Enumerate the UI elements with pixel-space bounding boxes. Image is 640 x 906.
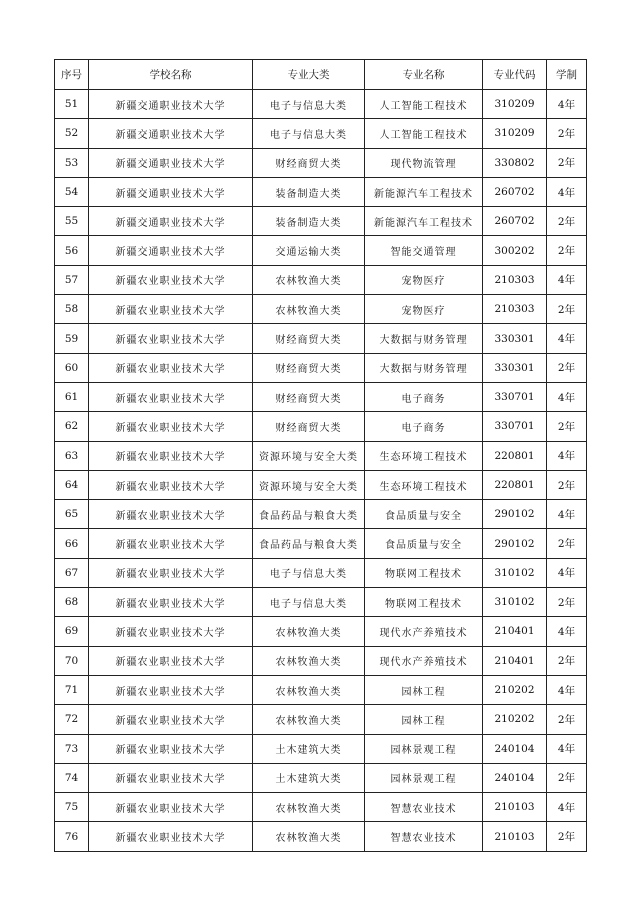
cell-major-code: 220801	[483, 441, 547, 470]
table-row	[55, 324, 587, 353]
table-row	[55, 236, 587, 265]
cell-major-name: 新能源汽车工程技术	[365, 177, 483, 206]
cell-major-name: 新能源汽车工程技术	[365, 207, 483, 236]
header-index: 序号	[55, 60, 89, 90]
table-row	[55, 822, 587, 851]
cell-major-code: 260702	[483, 207, 547, 236]
table-row	[55, 177, 587, 206]
cell-major-category: 土木建筑大类	[253, 734, 365, 763]
cell-duration: 4年	[547, 734, 587, 763]
cell-major-code: 330301	[483, 353, 547, 382]
cell-duration: 2年	[547, 353, 587, 382]
cell-school-name: 新疆农业职业技术大学	[89, 500, 253, 529]
cell-school-name: 新疆农业职业技术大学	[89, 734, 253, 763]
cell-duration: 2年	[547, 236, 587, 265]
cell-duration: 4年	[547, 177, 587, 206]
cell-index: 60	[55, 353, 89, 382]
cell-major-name: 现代物流管理	[365, 148, 483, 177]
cell-school-name: 新疆农业职业技术大学	[89, 353, 253, 382]
cell-major-category: 装备制造大类	[253, 177, 365, 206]
cell-index: 69	[55, 617, 89, 646]
cell-major-code: 290102	[483, 500, 547, 529]
cell-duration: 2年	[547, 148, 587, 177]
cell-major-name: 园林景观工程	[365, 763, 483, 792]
cell-school-name: 新疆农业职业技术大学	[89, 382, 253, 411]
cell-major-code: 210303	[483, 265, 547, 294]
cell-major-code: 310102	[483, 558, 547, 587]
cell-index: 74	[55, 763, 89, 792]
cell-duration: 4年	[547, 617, 587, 646]
cell-index: 57	[55, 265, 89, 294]
cell-major-code: 210401	[483, 617, 547, 646]
cell-major-category: 财经商贸大类	[253, 324, 365, 353]
header-major-code: 专业代码	[483, 60, 547, 90]
cell-major-name: 现代水产养殖技术	[365, 617, 483, 646]
cell-school-name: 新疆农业职业技术大学	[89, 822, 253, 851]
cell-major-category: 农林牧渔大类	[253, 822, 365, 851]
cell-major-name: 食品质量与安全	[365, 500, 483, 529]
cell-school-name: 新疆农业职业技术大学	[89, 617, 253, 646]
cell-duration: 4年	[547, 500, 587, 529]
table-row	[55, 207, 587, 236]
cell-major-code: 330301	[483, 324, 547, 353]
cell-major-name: 大数据与财务管理	[365, 324, 483, 353]
table-row	[55, 265, 587, 294]
table-row	[55, 148, 587, 177]
table-header	[55, 60, 587, 90]
table-row	[55, 763, 587, 792]
cell-duration: 2年	[547, 470, 587, 499]
cell-major-category: 食品药品与粮食大类	[253, 500, 365, 529]
cell-major-name: 园林工程	[365, 705, 483, 734]
cell-index: 62	[55, 412, 89, 441]
cell-major-category: 农林牧渔大类	[253, 265, 365, 294]
cell-major-code: 210202	[483, 675, 547, 704]
cell-major-category: 农林牧渔大类	[253, 617, 365, 646]
table-row	[55, 705, 587, 734]
cell-duration: 2年	[547, 412, 587, 441]
header-school-name: 学校名称	[89, 60, 253, 90]
cell-major-code: 300202	[483, 236, 547, 265]
cell-index: 68	[55, 588, 89, 617]
cell-major-category: 财经商贸大类	[253, 148, 365, 177]
cell-major-name: 人工智能工程技术	[365, 119, 483, 148]
cell-index: 71	[55, 675, 89, 704]
cell-school-name: 新疆农业职业技术大学	[89, 441, 253, 470]
enrollment-table	[54, 59, 587, 852]
cell-major-code: 330802	[483, 148, 547, 177]
cell-duration: 2年	[547, 705, 587, 734]
table-row	[55, 470, 587, 499]
cell-duration: 2年	[547, 295, 587, 324]
table-body	[55, 90, 587, 852]
cell-duration: 4年	[547, 441, 587, 470]
cell-index: 55	[55, 207, 89, 236]
cell-index: 75	[55, 793, 89, 822]
cell-major-name: 生态环境工程技术	[365, 441, 483, 470]
cell-index: 56	[55, 236, 89, 265]
cell-major-category: 电子与信息大类	[253, 119, 365, 148]
table-row	[55, 675, 587, 704]
table-row	[55, 558, 587, 587]
cell-major-name: 物联网工程技术	[365, 588, 483, 617]
cell-major-name: 智能交通管理	[365, 236, 483, 265]
cell-duration: 2年	[547, 646, 587, 675]
table-row	[55, 617, 587, 646]
cell-major-code: 330701	[483, 382, 547, 411]
header-row	[55, 60, 587, 90]
cell-major-name: 物联网工程技术	[365, 558, 483, 587]
cell-major-name: 食品质量与安全	[365, 529, 483, 558]
cell-major-code: 310102	[483, 588, 547, 617]
table-row	[55, 382, 587, 411]
cell-duration: 2年	[547, 822, 587, 851]
cell-major-code: 260702	[483, 177, 547, 206]
cell-major-category: 农林牧渔大类	[253, 793, 365, 822]
cell-duration: 2年	[547, 207, 587, 236]
cell-major-name: 电子商务	[365, 412, 483, 441]
table-row	[55, 793, 587, 822]
cell-school-name: 新疆交通职业技术大学	[89, 119, 253, 148]
cell-major-code: 220801	[483, 470, 547, 499]
cell-school-name: 新疆农业职业技术大学	[89, 558, 253, 587]
cell-index: 67	[55, 558, 89, 587]
cell-major-code: 330701	[483, 412, 547, 441]
table-row	[55, 734, 587, 763]
cell-duration: 4年	[547, 382, 587, 411]
cell-major-category: 电子与信息大类	[253, 588, 365, 617]
cell-duration: 4年	[547, 558, 587, 587]
cell-major-category: 财经商贸大类	[253, 353, 365, 382]
table-row	[55, 588, 587, 617]
cell-major-name: 大数据与财务管理	[365, 353, 483, 382]
cell-duration: 2年	[547, 119, 587, 148]
cell-school-name: 新疆交通职业技术大学	[89, 90, 253, 119]
cell-major-name: 人工智能工程技术	[365, 90, 483, 119]
cell-major-name: 智慧农业技术	[365, 822, 483, 851]
cell-index: 53	[55, 148, 89, 177]
cell-major-category: 财经商贸大类	[253, 382, 365, 411]
cell-major-code: 210303	[483, 295, 547, 324]
cell-index: 54	[55, 177, 89, 206]
cell-school-name: 新疆农业职业技术大学	[89, 763, 253, 792]
cell-major-code: 240104	[483, 763, 547, 792]
table-row	[55, 441, 587, 470]
cell-school-name: 新疆农业职业技术大学	[89, 646, 253, 675]
cell-major-code: 310209	[483, 90, 547, 119]
cell-school-name: 新疆农业职业技术大学	[89, 529, 253, 558]
cell-major-name: 现代水产养殖技术	[365, 646, 483, 675]
cell-major-category: 财经商贸大类	[253, 412, 365, 441]
cell-index: 65	[55, 500, 89, 529]
cell-major-category: 农林牧渔大类	[253, 646, 365, 675]
cell-major-name: 智慧农业技术	[365, 793, 483, 822]
cell-major-code: 210103	[483, 822, 547, 851]
cell-index: 70	[55, 646, 89, 675]
table-row	[55, 353, 587, 382]
cell-school-name: 新疆交通职业技术大学	[89, 148, 253, 177]
cell-major-category: 装备制造大类	[253, 207, 365, 236]
table-row	[55, 529, 587, 558]
header-major-name: 专业名称	[365, 60, 483, 90]
cell-school-name: 新疆农业职业技术大学	[89, 705, 253, 734]
cell-major-category: 电子与信息大类	[253, 558, 365, 587]
cell-duration: 2年	[547, 529, 587, 558]
cell-school-name: 新疆农业职业技术大学	[89, 470, 253, 499]
cell-index: 76	[55, 822, 89, 851]
cell-index: 51	[55, 90, 89, 119]
cell-index: 59	[55, 324, 89, 353]
table-row	[55, 90, 587, 119]
cell-index: 58	[55, 295, 89, 324]
cell-index: 66	[55, 529, 89, 558]
cell-major-name: 宠物医疗	[365, 265, 483, 294]
cell-major-name: 宠物医疗	[365, 295, 483, 324]
cell-index: 64	[55, 470, 89, 499]
cell-index: 61	[55, 382, 89, 411]
cell-duration: 4年	[547, 675, 587, 704]
cell-school-name: 新疆农业职业技术大学	[89, 265, 253, 294]
table-row	[55, 412, 587, 441]
cell-major-category: 土木建筑大类	[253, 763, 365, 792]
cell-school-name: 新疆农业职业技术大学	[89, 588, 253, 617]
cell-duration: 2年	[547, 763, 587, 792]
cell-major-code: 310209	[483, 119, 547, 148]
cell-school-name: 新疆交通职业技术大学	[89, 236, 253, 265]
cell-major-code: 210401	[483, 646, 547, 675]
cell-index: 52	[55, 119, 89, 148]
table-row	[55, 646, 587, 675]
cell-school-name: 新疆农业职业技术大学	[89, 324, 253, 353]
cell-duration: 4年	[547, 324, 587, 353]
header-major-category: 专业大类	[253, 60, 365, 90]
cell-school-name: 新疆农业职业技术大学	[89, 675, 253, 704]
cell-major-category: 农林牧渔大类	[253, 705, 365, 734]
cell-major-code: 210103	[483, 793, 547, 822]
cell-major-category: 资源环境与安全大类	[253, 470, 365, 499]
cell-index: 63	[55, 441, 89, 470]
cell-major-category: 农林牧渔大类	[253, 295, 365, 324]
cell-school-name: 新疆农业职业技术大学	[89, 793, 253, 822]
cell-major-category: 农林牧渔大类	[253, 675, 365, 704]
header-duration: 学制	[547, 60, 587, 90]
cell-school-name: 新疆农业职业技术大学	[89, 412, 253, 441]
cell-major-name: 园林景观工程	[365, 734, 483, 763]
cell-major-code: 210202	[483, 705, 547, 734]
cell-duration: 4年	[547, 793, 587, 822]
cell-major-name: 园林工程	[365, 675, 483, 704]
cell-duration: 4年	[547, 90, 587, 119]
cell-index: 72	[55, 705, 89, 734]
cell-school-name: 新疆交通职业技术大学	[89, 177, 253, 206]
cell-major-category: 资源环境与安全大类	[253, 441, 365, 470]
cell-school-name: 新疆农业职业技术大学	[89, 295, 253, 324]
cell-major-code: 240104	[483, 734, 547, 763]
cell-duration: 4年	[547, 265, 587, 294]
cell-duration: 2年	[547, 588, 587, 617]
cell-major-category: 交通运输大类	[253, 236, 365, 265]
cell-major-category: 电子与信息大类	[253, 90, 365, 119]
table-row	[55, 119, 587, 148]
cell-major-code: 290102	[483, 529, 547, 558]
cell-major-category: 食品药品与粮食大类	[253, 529, 365, 558]
table-row	[55, 500, 587, 529]
cell-school-name: 新疆交通职业技术大学	[89, 207, 253, 236]
table-row	[55, 295, 587, 324]
cell-major-name: 电子商务	[365, 382, 483, 411]
cell-major-name: 生态环境工程技术	[365, 470, 483, 499]
cell-index: 73	[55, 734, 89, 763]
